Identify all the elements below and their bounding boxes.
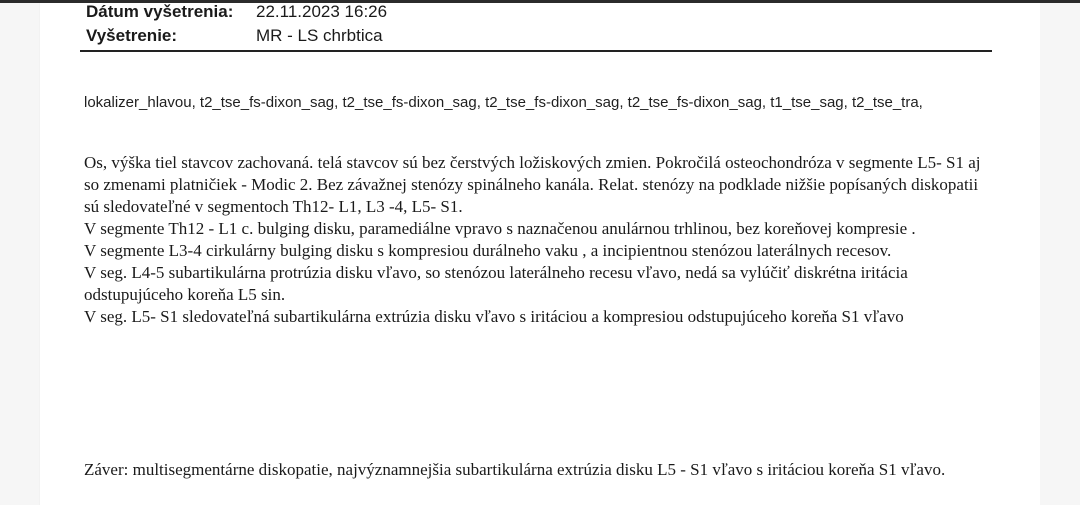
date-label: Dátum vyšetrenia: bbox=[86, 2, 234, 21]
findings bbox=[84, 152, 989, 328]
left-margin bbox=[0, 0, 40, 505]
finding-paragraph: V segmente Th12 - L1 c. bulging disku, paramediálne vpravo s naznačenou anulárnou trhlinou, bez koreňovej kompresie . bbox=[84, 219, 916, 238]
exam-label: Vyšetrenie: bbox=[86, 26, 178, 45]
conclusion: Záver: multisegmentárne diskopatie, najvýznamnejšia subartikulárna extrúzia disku L5 - S1 vľavo s iritáciou koreňa S1 vľavo. bbox=[84, 460, 946, 479]
finding-paragraph: V segmente L3-4 cirkulárny bulging disku s kompresiou durálneho vaku , a incipientnou stenózou laterálnych recesov. bbox=[84, 241, 892, 260]
exam-value: MR - LS chrbtica bbox=[256, 26, 383, 45]
finding-paragraph: V seg. L4-5 subartikulárna protrúzia disku vľavo, so stenózou laterálneho recesu vľavo, nedá sa vylúčiť diskrétna iritácia odstupujúceho koreňa L5 sin. bbox=[84, 263, 908, 304]
finding-paragraph: Os, výška tiel stavcov zachovaná. telá stavcov sú bez čerstvých ložiskových zmien. Pokročilá osteochondróza v segmente L5- S1 aj so zmenami platničiek - Modic 2. Bez závažnej stenózy spinálneho kanála. Relat. stenózy na podklade nižšie popísaných diskopatii sú sledovateľné v segmentoch Th12- L1, L3 -4, L5- S1. bbox=[84, 153, 981, 216]
finding-paragraph: V seg. L5- S1 sledovateľná subartikulárna extrúzia disku vľavo s iritáciou a kompresiou odstupujúceho koreňa S1 vľavo bbox=[84, 307, 904, 326]
header-divider bbox=[80, 50, 992, 52]
right-margin bbox=[1040, 0, 1080, 505]
date-value: 22.11.2023 16:26 bbox=[256, 2, 388, 21]
sequence-list: lokalizer_hlavou, t2_tse_fs-dixon_sag, t2_tse_fs-dixon_sag, t2_tse_fs-dixon_sag, t2_tse_fs-dixon_sag, t1_tse_sag, t2_tse_tra, bbox=[84, 94, 923, 111]
